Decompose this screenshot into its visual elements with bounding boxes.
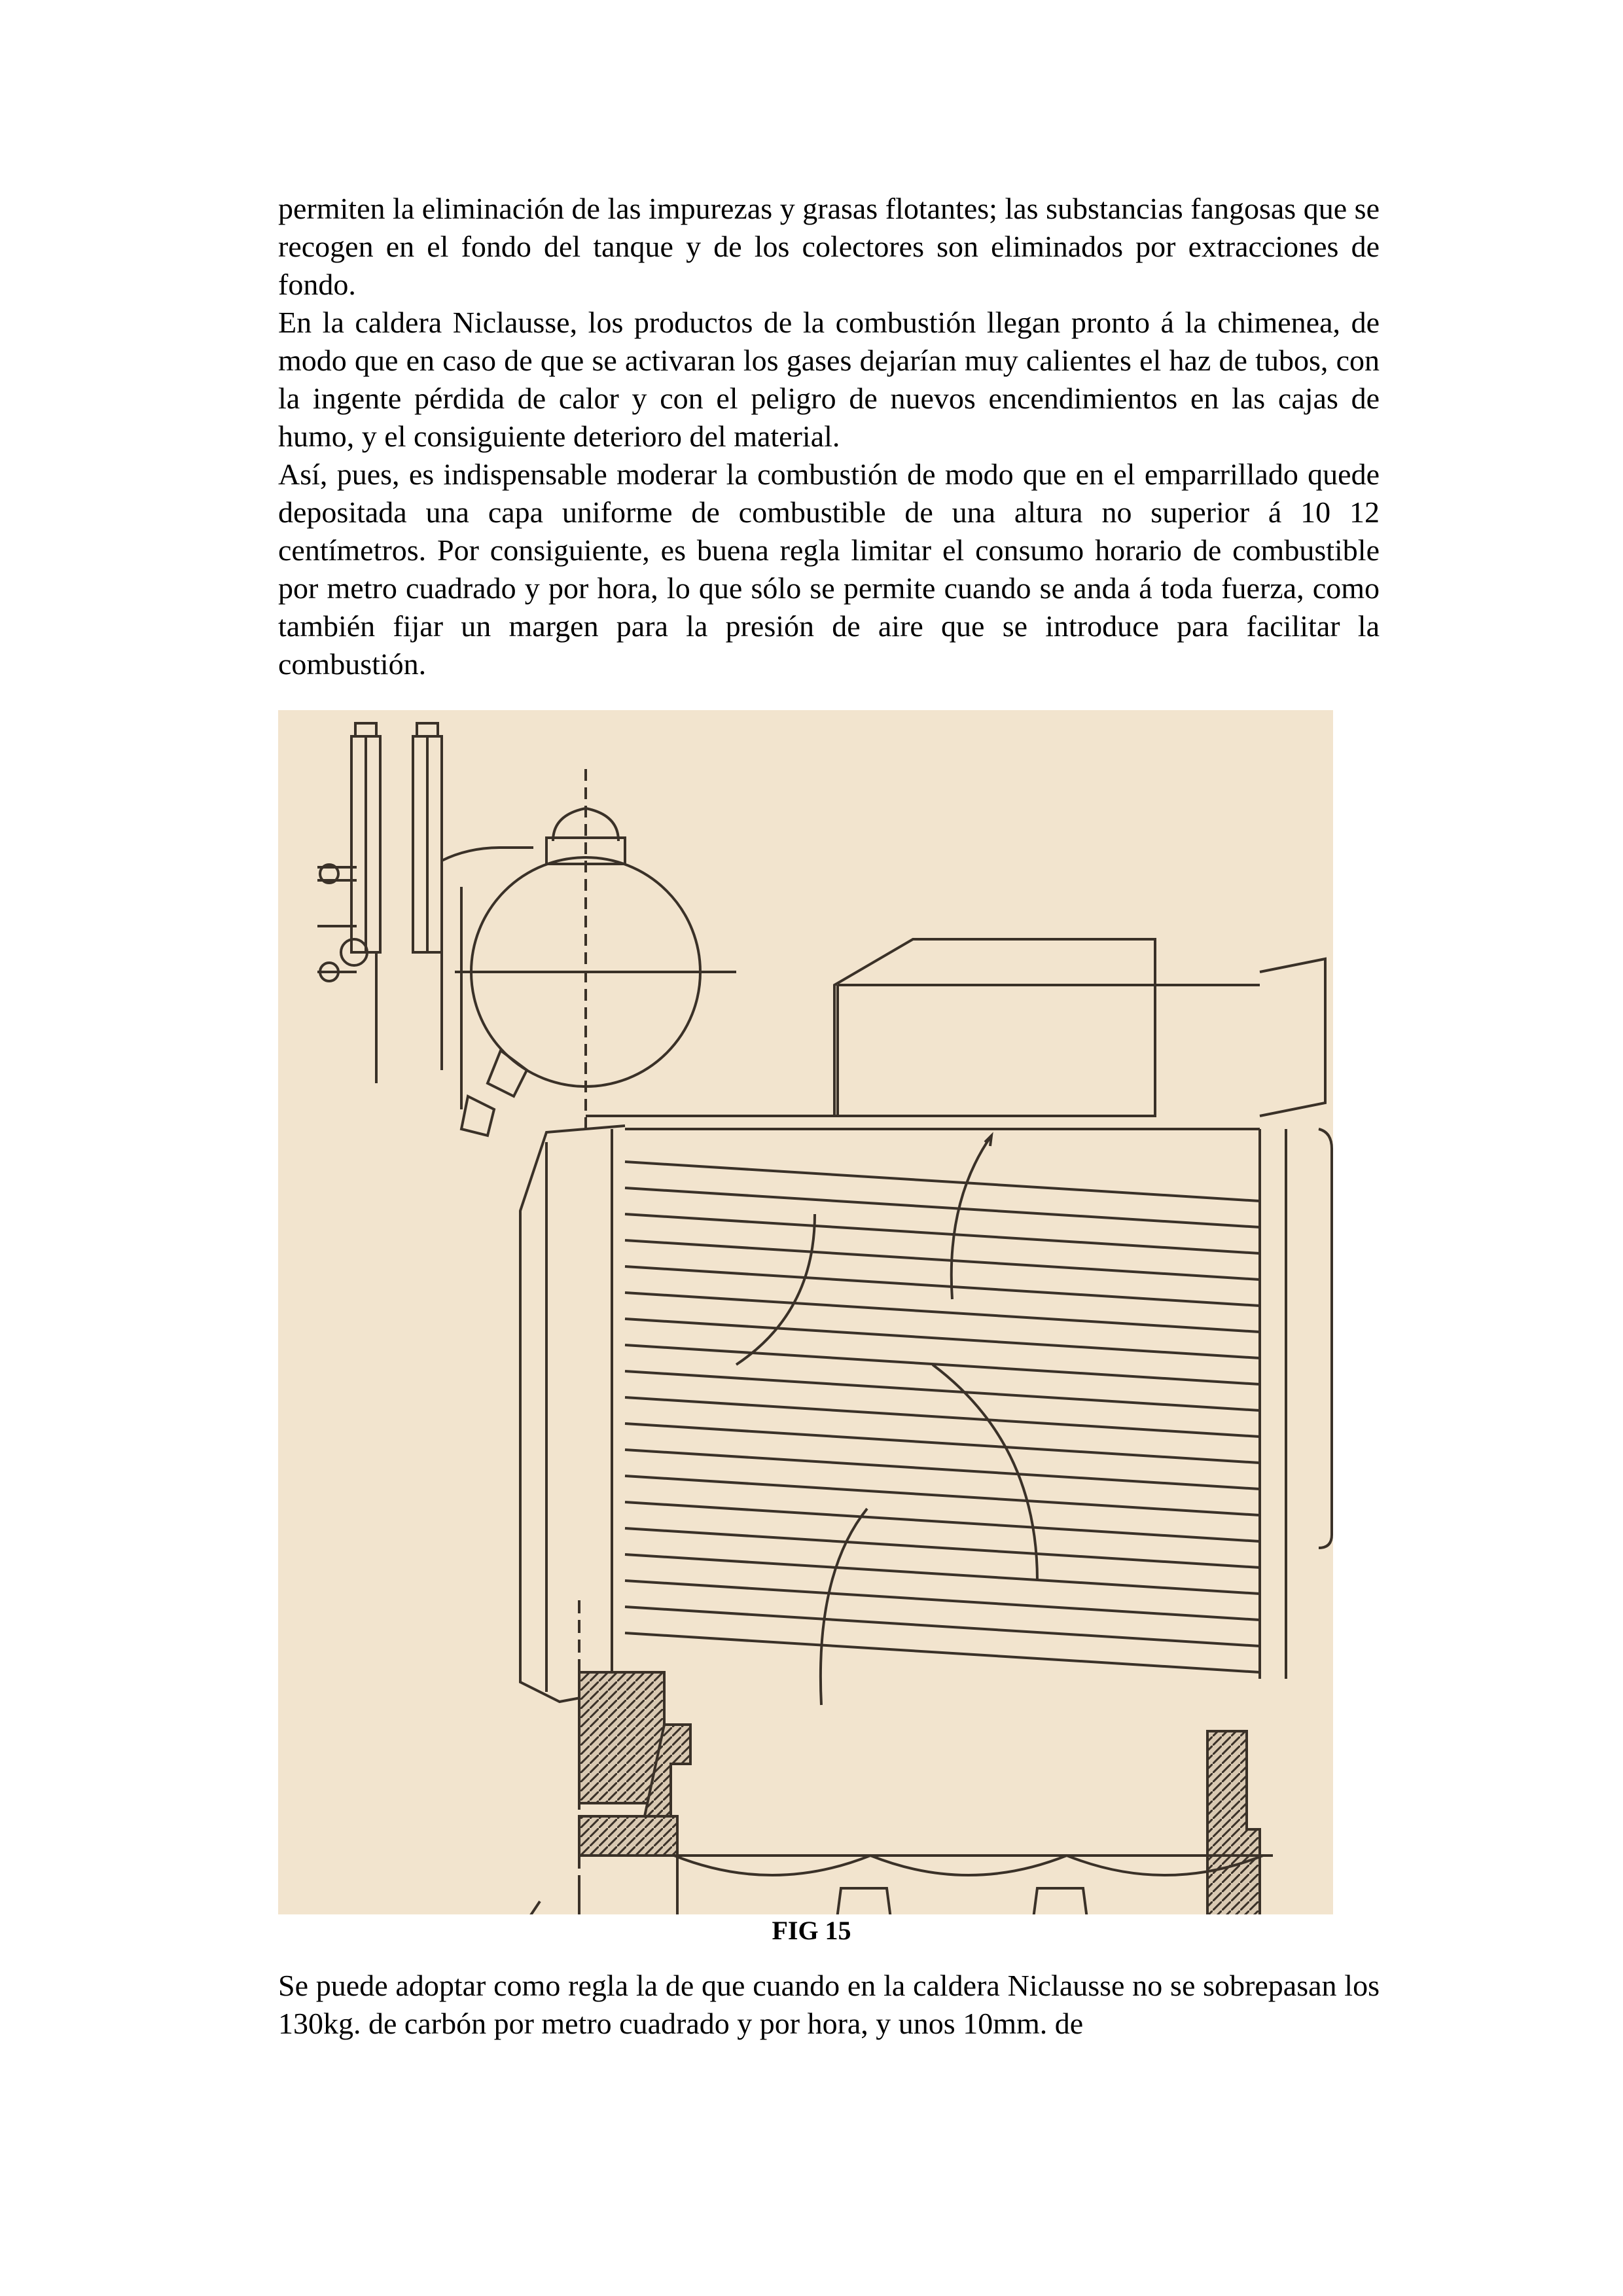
paragraph: Así, pues, es indispensable moderar la combustión de modo que en el emparrillado quede depositada una capa uniforme de combustible de una altura no superior á 10 12 centímetros. Por consiguiente, es buena regla limitar el consumo horario de combustible por metro cuadrado y por hora, lo que sólo se permite cuando se anda á toda fuerza, como también fijar un margen para la presión de aire que se introduce para facilitar la combustión. <box>278 457 1380 681</box>
boiler-illustration <box>278 710 1333 1914</box>
paragraph: Se puede adoptar como regla la de que cuando en la caldera Niclausse no se sobrepasan los 130kg. de carbón por metro cuadrado y por hora, y unos 10mm. de <box>278 1969 1380 2040</box>
niclausse-boiler-drawing <box>278 710 1333 1914</box>
paragraph: En la caldera Niclausse, los productos de la combustión llegan pronto á la chimenea, de modo que en caso de que se activaran los gases dejarían muy calientes el haz de tubos, con la ingente pérdida de calor y con el peligro de nuevos encendimientos en las cajas de humo, y el consiguiente deterioro del material. <box>278 306 1380 453</box>
firebox <box>579 1672 1260 1914</box>
figure-caption: FIG 15 <box>772 1916 851 1945</box>
body-text-top <box>278 190 1380 683</box>
top-casing <box>586 939 1325 1116</box>
body-text-bottom <box>278 1967 1380 2043</box>
tube-bank <box>520 1126 1332 1702</box>
paragraph: permiten la eliminación de las impurezas y grasas flotantes; las substancias fangosas que se recogen en el fondo del tanque y de los colectores son eliminados por extracciones de fondo. <box>278 192 1380 301</box>
steam-drum <box>455 769 736 1136</box>
